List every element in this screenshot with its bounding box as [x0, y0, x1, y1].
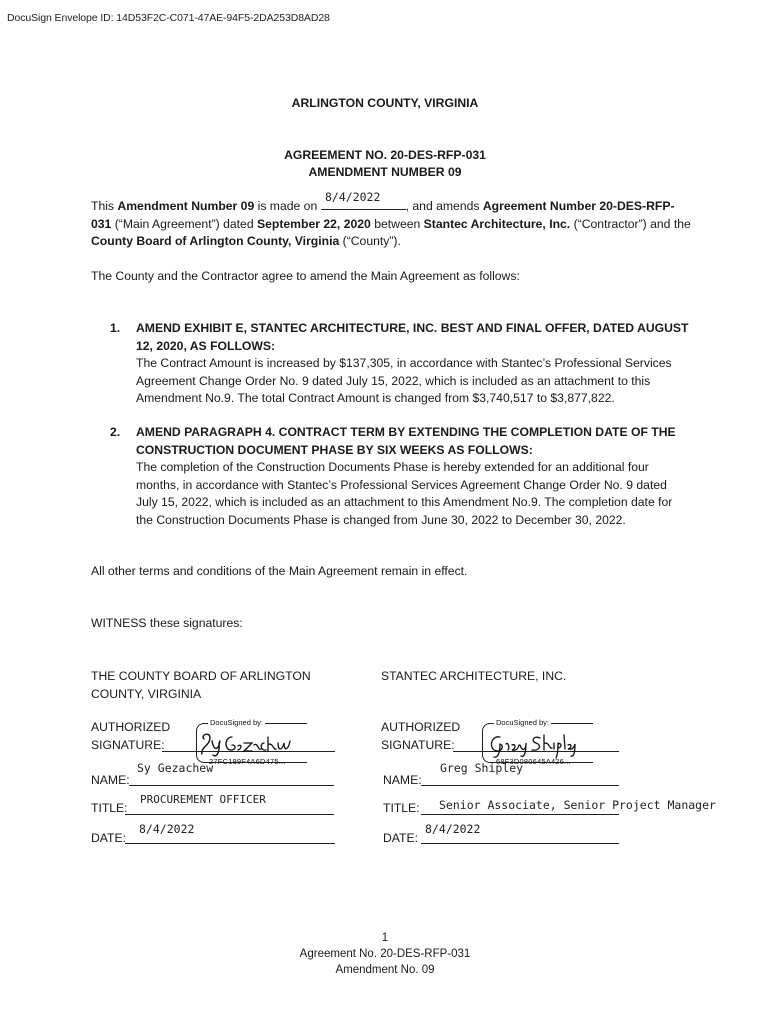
item-heading: AMEND EXHIBIT E, STANTEC ARCHITECTURE, INC. BEST AND FINAL OFFER, DATED AUGUST 12, 2020, AS FOLLOWS: — [136, 321, 689, 353]
intro-text-4: (“Main Agreement”) dated — [111, 216, 257, 231]
agree-line: The County and the Contractor agree to amend the Main Agreement as follows: — [91, 269, 520, 283]
item-heading: AMEND PARAGRAPH 4. CONTRACT TERM BY EXTENDING THE COMPLETION DATE OF THE CONSTRUCTION DOCUMENT PHASE BY SIX WEEKS AS FOLLOWS: — [136, 425, 676, 457]
intro-date-blank — [321, 198, 406, 210]
left-signature-label: SIGNATURE: — [91, 738, 165, 752]
left-party-line-1: THE COUNTY BOARD OF ARLINGTON — [91, 669, 311, 683]
left-docusigned-by: DocuSigned by: — [210, 718, 263, 727]
left-date-line — [125, 843, 335, 844]
left-signature-image[interactable] — [198, 729, 293, 759]
right-date-value: 8/4/2022 — [425, 822, 481, 836]
intro-paragraph — [91, 198, 691, 251]
intro-text-6: (“Contractor”) and the — [570, 216, 691, 231]
county-heading: ARLINGTON COUNTY, VIRGINIA — [291, 96, 479, 110]
left-party-line-2: COUNTY, VIRGINIA — [91, 686, 202, 701]
left-authorized-label: AUTHORIZED — [91, 720, 171, 734]
left-title-line — [125, 814, 334, 815]
item-number: 2. — [110, 425, 121, 439]
left-name-label: NAME: — [91, 773, 130, 787]
item-body: The completion of the Construction Documents Phase is hereby extended for an additional four months, in accordance with Stantec’s Professional Services Agreement Change Order No. 9 dated July 15, 2022, which is included as an attachment to this Amendment No.9. The completion date for the Construction Documents Phase is changed from June 30, 2022 to December 30, 2022. — [136, 460, 673, 527]
amendment-number-heading: AMENDMENT NUMBER 09 — [308, 165, 462, 179]
left-date-label: DATE: — [91, 831, 126, 845]
item-number: 1. — [110, 321, 121, 335]
right-party-name: STANTEC ARCHITECTURE, INC. — [381, 669, 567, 683]
intro-text-2: is made on — [254, 199, 321, 213]
right-name-value: Greg Shipley — [440, 761, 524, 775]
intro-text-3: , and amends — [405, 199, 483, 213]
right-title-line — [421, 814, 619, 815]
left-signer-id: 27FC199F4A6D475... — [209, 757, 286, 766]
right-authorized-label: AUTHORIZED — [381, 720, 461, 734]
intro-county: County Board of Arlington County, Virginia — [91, 234, 340, 248]
amendment-item-2 — [110, 424, 690, 529]
footer-agreement: Agreement No. 20-DES-RFP-031 — [299, 948, 471, 960]
intro-text-7: (“County”). — [339, 234, 401, 248]
intro-agreement-number: Agreement Number 20-DES-RFP-031 — [91, 199, 675, 231]
intro-contractor: Stantec Architecture, Inc. — [423, 216, 571, 231]
intro-text-1: This — [91, 199, 118, 213]
right-signer-id: 68F3D080645A426... — [496, 757, 571, 766]
left-title-value: PROCUREMENT OFFICER — [140, 793, 266, 806]
right-name-line — [421, 785, 619, 786]
intro-amendment-number: Amendment Number 09 — [117, 199, 255, 213]
footer-amendment: Amendment No. 09 — [335, 964, 435, 976]
left-date-value: 8/4/2022 — [139, 822, 195, 836]
other-terms: All other terms and conditions of the Main Agreement remain in effect. — [91, 564, 468, 578]
right-title-value: Senior Associate, Senior Project Manager — [439, 798, 716, 812]
right-date-line — [421, 843, 619, 844]
page-number: 1 — [381, 932, 389, 944]
right-docusigned-by: DocuSigned by: — [496, 718, 549, 727]
right-name-label: NAME: — [383, 773, 422, 787]
agreement-number-heading: AGREEMENT NO. 20-DES-RFP-031 — [284, 148, 486, 162]
right-date-label: DATE: — [383, 831, 418, 845]
amendment-item-1 — [110, 320, 690, 408]
left-title-label: TITLE: — [91, 801, 128, 815]
left-name-line — [129, 785, 334, 786]
intro-text-5: between — [370, 216, 424, 231]
intro-date: September 22, 2020 — [256, 216, 371, 231]
item-body: The Contract Amount is increased by $137,305, in accordance with Stantec’s Professional Services Agreement Change Order No. 9 dated July 15, 2022, which is included as an attachment to this Amendment No.9. The total Contract Amount is changed from $3,740,517 to $3,877,822. — [136, 356, 672, 405]
left-party-name — [91, 668, 351, 703]
right-signature-image[interactable] — [486, 729, 581, 759]
envelope-id: DocuSign Envelope ID: 14D53F2C-C071-47AE-94F5-2DA253D8AD28 — [7, 12, 330, 24]
right-title-label: TITLE: — [383, 801, 420, 815]
right-signature-label: SIGNATURE: — [381, 738, 455, 752]
intro-date-filled: 8/4/2022 — [325, 190, 381, 204]
left-name-value: Sy Gezachew — [137, 761, 214, 775]
witness-line: WITNESS these signatures: — [91, 616, 243, 630]
